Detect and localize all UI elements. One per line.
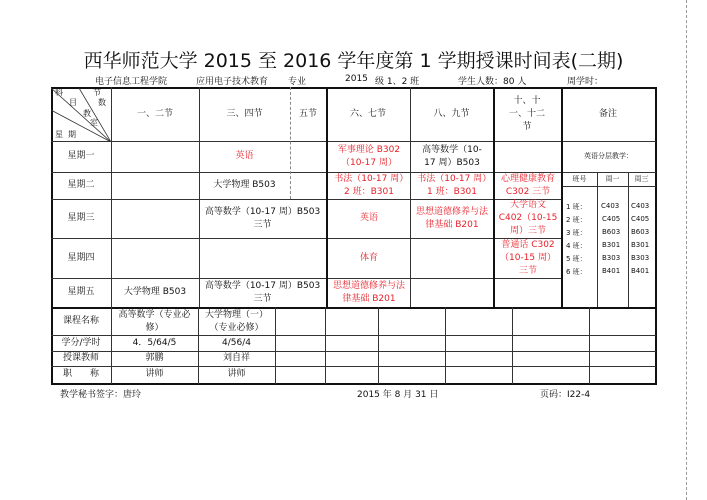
notes-line <box>562 186 656 187</box>
course-2-teacher: 刘自祥 <box>222 353 250 363</box>
header-period-10-12: 十、十一、十二节 <box>508 95 545 132</box>
friday-period-6-7: 思想道德修养与法律基础 B201 <box>332 280 405 304</box>
course-col-line <box>275 307 276 384</box>
monday-period-6-7: 军事理论 B302（10-17 周） <box>337 144 401 168</box>
monday-period-8-9: 高等数学（10-17 周）B503 <box>422 144 482 168</box>
course-col-line <box>589 307 590 384</box>
notes-row-wednesday: B401 <box>631 267 650 275</box>
course-1-title: 讲师 <box>145 369 164 379</box>
day-label-tuesday: 星期二 <box>67 180 95 190</box>
corner-label-shi: 室 <box>90 118 98 127</box>
course-col-line <box>445 307 446 384</box>
table-right-border <box>655 87 657 385</box>
student-count: 学生人数：80 人 <box>458 77 527 87</box>
major-suffix: 专业 <box>288 77 307 87</box>
wednesday-period-6-7: 英语 <box>359 213 378 223</box>
document-title: 西华师范大学 2015 至 2016 学年度第 1 学期授课时间表(二期) <box>83 50 624 72</box>
weekly-hours: 周学时： <box>567 77 604 87</box>
course-col-line <box>378 307 379 384</box>
secretary-signature: 教学秘书签字：唐玲 <box>60 390 142 400</box>
notes-row-monday: B603 <box>602 228 621 236</box>
wednesday-period-3-4: 高等数学（10-17 周）B503 三节 <box>204 206 321 230</box>
notes-col-wednesday: 周三 <box>634 174 649 183</box>
document-date: 2015 年 8 月 31 日 <box>357 390 439 400</box>
label-job-title: 职 称 <box>62 369 99 379</box>
course-2-credit: 4/56/4 <box>222 337 251 348</box>
tuesday-period-10-12: 心理健康教育 C302 三节 <box>500 173 555 197</box>
notes-row-class: 2 班： <box>566 216 587 224</box>
wednesday-period-10-12: 大学语文 C402（10-15 周）三节 <box>498 200 558 236</box>
notes-row-wednesday: B303 <box>631 254 650 262</box>
label-teacher: 授课教师 <box>62 353 99 363</box>
label-course-name: 课程名称 <box>62 316 99 326</box>
header-remarks: 备注 <box>598 108 617 119</box>
day-label-thursday: 星期四 <box>67 252 95 263</box>
notes-row-class: 3 班： <box>566 229 587 237</box>
notes-row-monday: C405 <box>602 215 621 223</box>
major-name: 应用电子技术教育 <box>196 77 269 87</box>
notes-row-wednesday: B301 <box>631 241 650 249</box>
friday-period-1-2: 大学物理 B503 <box>123 287 187 297</box>
course-2-title: 讲师 <box>227 369 246 379</box>
thursday-period-6-7: 体育 <box>359 252 378 263</box>
header-period-8-9: 八、九节 <box>433 108 470 119</box>
notes-row-class: 6 班： <box>566 268 587 276</box>
wednesday-period-8-9: 思想道德修养与法律基础 B201 <box>415 206 488 230</box>
notes-col-line <box>628 172 629 307</box>
monday-period-3-4: 英语 <box>235 151 254 161</box>
course-col-line <box>325 307 326 384</box>
notes-row-class: 4 班： <box>566 242 587 250</box>
notes-col-class: 班号 <box>572 174 587 183</box>
notes-row-monday: B303 <box>602 254 621 262</box>
grade-classes: 级 1、2 班 <box>375 77 420 87</box>
day-label-wednesday: 星期三 <box>67 213 95 223</box>
notes-row-monday: B401 <box>602 267 621 275</box>
thursday-period-10-12: 普通话 C302（10-15 周）三节 <box>499 239 556 276</box>
day-label-monday: 星期一 <box>67 151 95 161</box>
course-col-line <box>512 307 513 384</box>
corner-label-jie: 节 <box>93 88 101 97</box>
corner-label-ke: 科 <box>55 88 63 97</box>
corner-label-xing: 星 <box>55 130 63 139</box>
tuesday-period-6-7: 书法（10-17 周）2 班：B301 <box>334 173 404 197</box>
page-boundary-line <box>686 0 687 500</box>
header-period-3-4: 三、四节 <box>226 108 263 119</box>
course-1-name: 高等数学（专业必修） <box>118 309 191 333</box>
notes-row-class: 5 班： <box>566 255 587 263</box>
table-bottom-border <box>51 383 656 385</box>
notes-heading: 英语分层教学： <box>584 152 633 160</box>
grade-year: 2015 <box>345 74 368 84</box>
notes-row-wednesday: C403 <box>631 202 650 210</box>
header-period-5: 五节 <box>298 108 317 119</box>
day-label-friday: 星期五 <box>67 287 95 297</box>
notes-row-monday: C403 <box>601 202 620 210</box>
label-credit-hours: 学分/学时 <box>61 337 101 348</box>
notes-row-class: 1 班： <box>566 203 587 211</box>
corner-label-jiao: 教 <box>83 109 91 118</box>
college-name: 电子信息工程学院 <box>95 77 168 87</box>
header-period-1-2: 一、二节 <box>136 108 173 119</box>
notes-row-wednesday: C405 <box>631 215 650 223</box>
notes-row-wednesday: B603 <box>631 228 650 236</box>
corner-label-qi: 期 <box>68 130 76 139</box>
course-1-teacher: 郭鹏 <box>145 353 164 363</box>
tuesday-period-8-9: 书法（10-17 周）1 班：B301 <box>417 173 487 197</box>
course-2-name: 大学物理（一）（专业必修） <box>204 309 268 333</box>
row-line <box>51 238 562 239</box>
notes-col-line <box>597 172 598 307</box>
page-code: 页码：I22-4 <box>540 390 591 400</box>
friday-period-3-4: 高等数学（10-17 周）B503 三节 <box>204 280 321 304</box>
course-1-credit: 4．5/64/5 <box>132 337 177 348</box>
corner-label-shu: 数 <box>98 98 106 107</box>
corner-label-mu: 目 <box>69 98 77 107</box>
notes-col-monday: 周一 <box>605 174 620 183</box>
notes-row-monday: B301 <box>602 241 621 249</box>
tuesday-period-3-4: 大学物理 B503 <box>213 180 276 190</box>
header-period-6-7: 六、七节 <box>349 108 386 119</box>
